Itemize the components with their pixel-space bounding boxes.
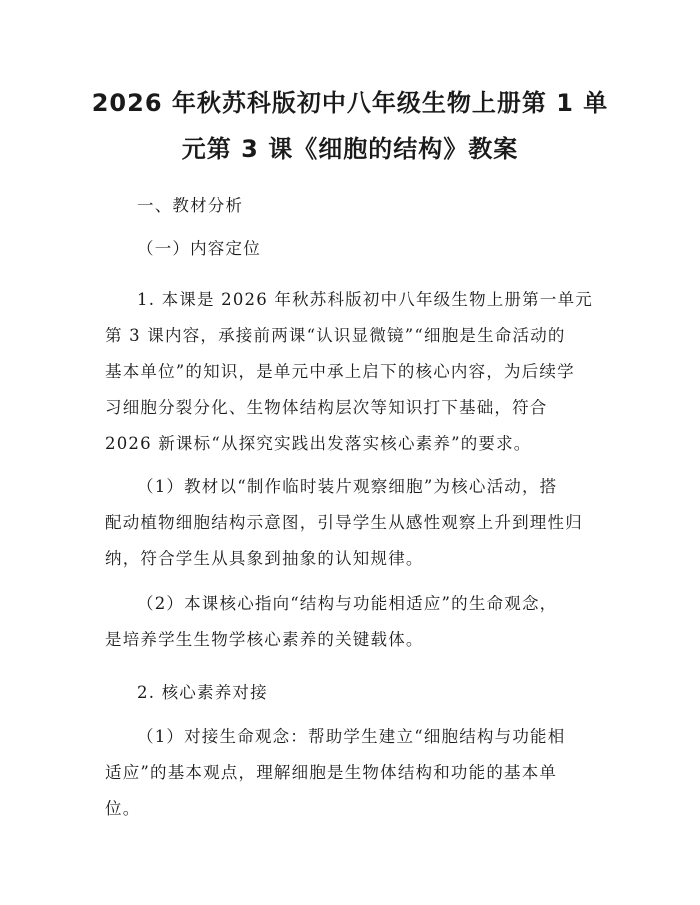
title-line-2: 元第 3 课《细胞的结构》教案: [181, 135, 519, 163]
section-heading-textbook-analysis: 一、教材分析: [137, 196, 244, 215]
subsection-heading-core-literacy: 2. 核心素养对接: [137, 683, 268, 702]
document-title: [90, 80, 610, 172]
subsection-heading-content-position: （一）内容定位: [137, 239, 261, 258]
paragraph-line: （1）教材以“制作临时装片观察细胞”为核心活动，搭: [137, 477, 558, 496]
paragraph-textbook-activity: [105, 469, 605, 577]
paragraph-line: 配动植物细胞结构示意图，引导学生从感性观察上升到理性归: [105, 513, 583, 532]
paragraph-line: 2026 新课标“从探究实践出发落实核心素养”的要求。: [105, 434, 532, 453]
paragraph-line: 1. 本课是 2026 年秋苏科版初中八年级生物上册第一单元: [137, 290, 593, 309]
paragraph-lesson-overview: [105, 282, 605, 462]
paragraph-life-concept: [105, 719, 605, 827]
paragraph-line: （2）本课核心指向“结构与功能相适应”的生命观念，: [137, 594, 558, 613]
paragraph-line: （1）对接生命观念：帮助学生建立“细胞结构与功能相: [137, 727, 566, 746]
paragraph-core-concept: [105, 586, 605, 658]
paragraph-line: 第 3 课内容，承接前两课“认识显微镜”“细胞是生命活动的: [105, 326, 566, 345]
paragraph-line: 适应”的基本观点，理解细胞是生物体结构和功能的基本单: [105, 763, 558, 782]
title-line-1: 2026 年秋苏科版初中八年级生物上册第 1 单: [91, 89, 609, 117]
paragraph-line: 基本单位”的知识，是单元中承上启下的核心内容，为后续学: [105, 362, 575, 381]
paragraph-line: 习细胞分裂分化、生物体结构层次等知识打下基础，符合: [105, 398, 548, 417]
paragraph-line: 是培养学生生物学核心素养的关键载体。: [105, 630, 424, 649]
paragraph-line: 纳，符合学生从具象到抽象的认知规律。: [105, 549, 424, 568]
paragraph-line: 位。: [105, 799, 141, 818]
